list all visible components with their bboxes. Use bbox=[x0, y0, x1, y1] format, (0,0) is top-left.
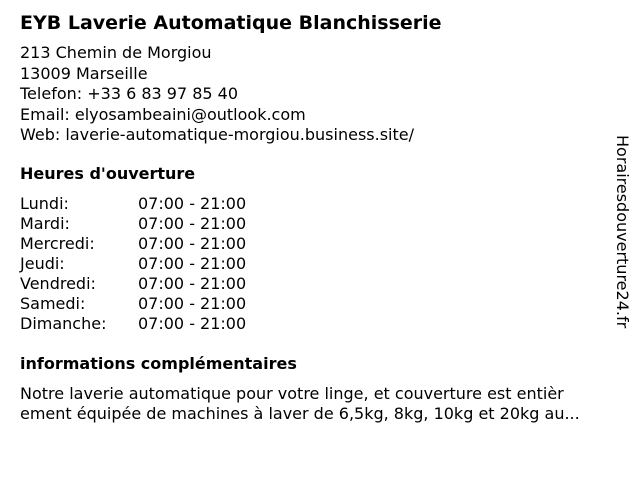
address-city: 13009 Marseille bbox=[20, 63, 148, 83]
site-watermark: Horairesdouverture24.fr bbox=[613, 135, 632, 329]
time-range: 07:00 - 21:00 bbox=[138, 294, 247, 313]
hours-row-sunday bbox=[20, 314, 280, 334]
info-line-1: Notre laverie automatique pour votre linge, et couverture est entièr bbox=[20, 384, 564, 403]
contact-block bbox=[20, 43, 414, 146]
time-range: 07:00 - 21:00 bbox=[138, 214, 247, 233]
info-description bbox=[20, 384, 630, 424]
day-label: Dimanche: bbox=[20, 314, 107, 333]
time-range: 07:00 - 21:00 bbox=[138, 234, 247, 253]
info-line-2: ement équipée de machines à laver de 6,5kg, 8kg, 10kg et 20kg au... bbox=[20, 404, 580, 423]
time-range: 07:00 - 21:00 bbox=[138, 194, 247, 213]
opening-hours-table bbox=[20, 194, 280, 334]
time-range: 07:00 - 21:00 bbox=[138, 274, 247, 293]
day-label: Vendredi: bbox=[20, 274, 96, 293]
day-label: Lundi: bbox=[20, 194, 69, 213]
day-label: Jeudi: bbox=[20, 254, 65, 273]
hours-row-thursday bbox=[20, 254, 280, 274]
hours-row-friday bbox=[20, 274, 280, 294]
email-line: Email: elyosambeaini@outlook.com bbox=[20, 104, 306, 124]
day-label: Samedi: bbox=[20, 294, 86, 313]
hours-row-tuesday bbox=[20, 214, 280, 234]
day-label: Mardi: bbox=[20, 214, 70, 233]
day-label: Mercredi: bbox=[20, 234, 95, 253]
info-heading: informations complémentaires bbox=[20, 354, 297, 373]
phone-line: Telefon: +33 6 83 97 85 40 bbox=[20, 84, 239, 103]
web-line: Web: laverie-automatique-morgiou.business.site/ bbox=[20, 125, 414, 144]
hours-row-monday bbox=[20, 194, 280, 214]
hours-row-saturday bbox=[20, 294, 280, 314]
time-range: 07:00 - 21:00 bbox=[138, 254, 247, 273]
address-street: 213 Chemin de Morgiou bbox=[20, 43, 212, 62]
business-name: EYB Laverie Automatique Blanchisserie bbox=[20, 12, 442, 34]
hours-heading: Heures d'ouverture bbox=[20, 164, 196, 183]
hours-row-wednesday bbox=[20, 234, 280, 254]
time-range: 07:00 - 21:00 bbox=[138, 314, 247, 333]
